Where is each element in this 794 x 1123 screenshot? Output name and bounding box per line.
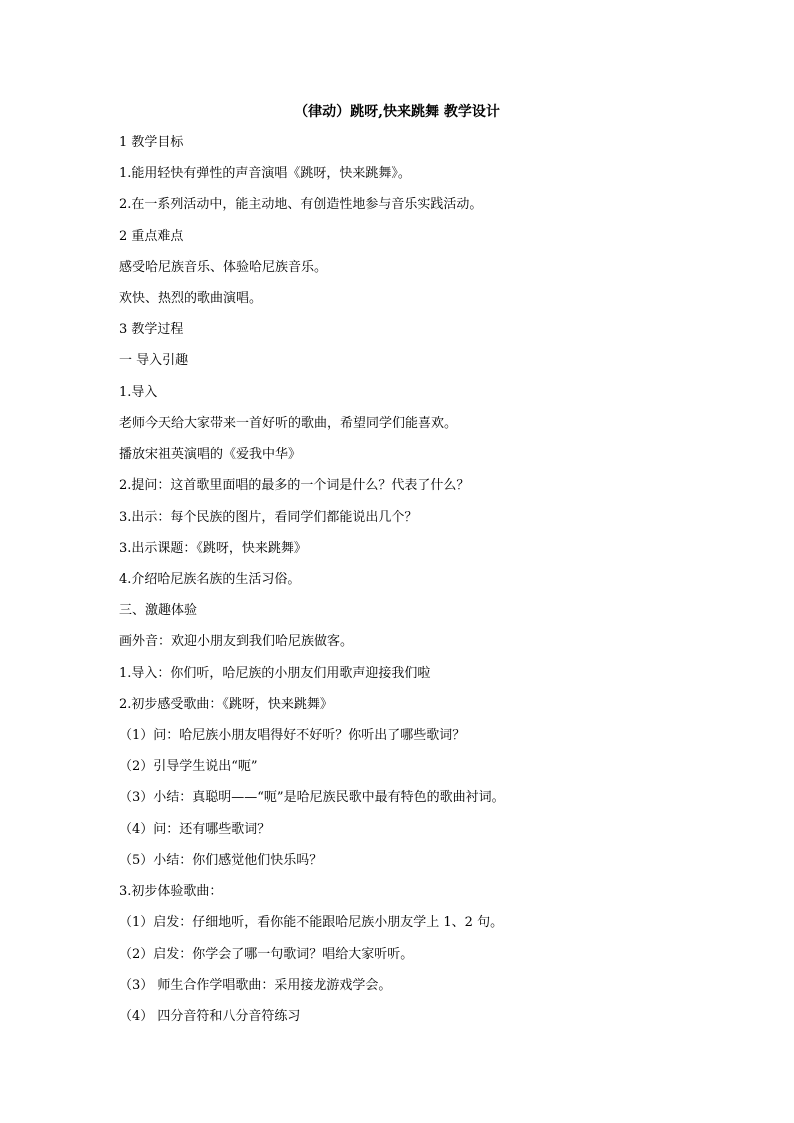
paragraph-line: （2）启发：你学会了哪一句歌词？唱给大家听听。 [119,947,414,962]
paragraph-line: 1.能用轻快有弹性的声音演唱《跳呀，快来跳舞》。 [119,166,411,181]
section-heading-objectives: 1 教学目标 [119,135,184,150]
paragraph-line: 4.介绍哈尼族名族的生活习俗。 [119,572,301,587]
paragraph-line: 3.出示课题：《跳呀，快来跳舞》 [119,541,307,556]
paragraph-line: （1）启发：仔细地听，看你能不能跟哈尼族小朋友学上 1、2 句。 [119,915,504,930]
section-heading-key-points: 2 重点难点 [119,229,184,244]
paragraph-line: （4）问：还有哪些歌词？ [119,822,271,837]
paragraph-line: 2.在一系列活动中，能主动地、有创造性地参与音乐实践活动。 [119,197,483,212]
subsection-heading: 一 导入引趣 [119,353,189,368]
paragraph-line: （1）问：哈尼族小朋友唱得好不好听？你听出了哪些歌词？ [119,728,466,743]
paragraph-line: （5）小结：你们感觉他们快乐吗？ [119,853,323,868]
paragraph-line: （3）小结：真聪明——“呃”是哈尼族民歌中最有特色的歌曲衬词。 [119,790,505,805]
paragraph-line: 1.导入 [119,385,158,400]
paragraph-line: 2.初步感受歌曲：《跳呀，快来跳舞》 [119,697,333,712]
paragraph-line: 画外音：欢迎小朋友到我们哈尼族做客。 [119,634,354,649]
document-title: （律动）跳呀,快来跳舞 教学设计 [294,104,500,120]
paragraph-line: （3） 师生合作学唱歌曲：采用接龙游戏学会。 [119,978,392,993]
paragraph-line: （2）引导学生说出“呃” [119,759,258,774]
paragraph-line: 3.初步体验歌曲： [119,884,223,899]
paragraph-line: 感受哈尼族音乐、体验哈尼族音乐。 [119,260,328,275]
subsection-heading: 三、激趣体验 [119,603,198,618]
paragraph-line: 1.导入：你们听，哈尼族的小朋友们用歌声迎接我们啦 [119,666,431,681]
paragraph-line: 3.出示：每个民族的图片，看同学们都能说出几个？ [119,510,418,525]
paragraph-line: （4） 四分音符和八分音符练习 [119,1009,301,1024]
paragraph-line: 老师今天给大家带来一首好听的歌曲，希望同学们能喜欢。 [119,416,458,431]
paragraph-line: 播放宋祖英演唱的《爱我中华》 [119,447,302,462]
section-heading-process: 3 教学过程 [119,322,184,337]
paragraph-line: 2.提问：这首歌里面唱的最多的一个词是什么？代表了什么？ [119,478,470,493]
paragraph-line: 欢快、热烈的歌曲演唱。 [119,291,263,306]
